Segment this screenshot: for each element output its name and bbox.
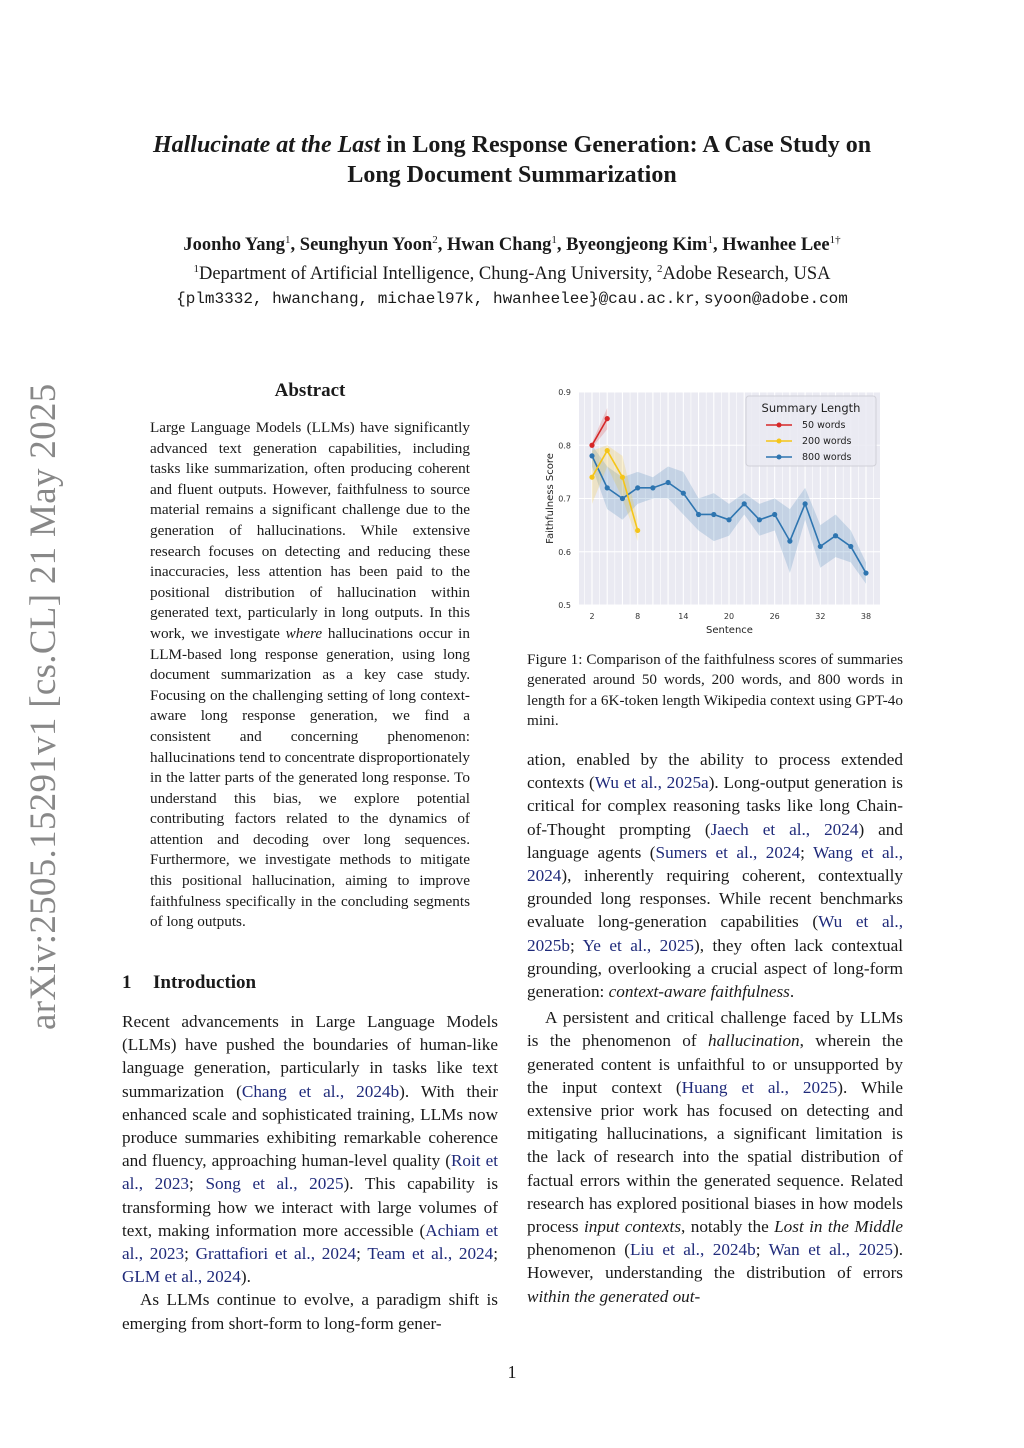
section-title: Introduction bbox=[153, 972, 257, 993]
legend-entry: 200 words bbox=[802, 436, 852, 447]
data-point bbox=[863, 570, 868, 575]
data-point bbox=[605, 416, 610, 421]
data-point bbox=[757, 517, 762, 522]
author-name: Seunghyun Yoon bbox=[299, 235, 433, 256]
y-axis-label: Faithfulness Score bbox=[545, 453, 556, 544]
intro-paragraph-2-start: As LLMs continue to evolve, a paradigm shift is emerging from short-form to long-form gener- bbox=[122, 1290, 498, 1333]
intro-paragraph-3: A persistent and critical challenge faced by LLMs is the phenomenon of hallucination, wherein the generated content is unfaithful to or unsupported by the input context (Huang et al., 2025). While extensive prior work has focused on detecting and mitigating hallucinations, a significant limitation is the lack of research into the spatial distribution of factual errors within the generated sequence. Related research has explored positional biases in how models process input contexts, notably the Lost in the Middle phenomenon (Liu et al., 2024b; Wan et al., 2025). However, understanding the distribution of errors within the generated out- bbox=[527, 1008, 904, 1306]
data-point bbox=[605, 448, 610, 453]
data-point bbox=[620, 496, 625, 501]
legend-title: Summary Length bbox=[761, 401, 861, 415]
citation-link[interactable]: Wan et al., 2025 bbox=[768, 1240, 893, 1260]
title-italic: Hallucinate at the Last bbox=[152, 132, 381, 158]
y-tick-label: 0.9 bbox=[558, 388, 571, 397]
intro-right-column bbox=[527, 748, 903, 1308]
data-point bbox=[833, 533, 838, 538]
abstract-heading: Abstract bbox=[274, 380, 346, 401]
data-point bbox=[787, 539, 792, 544]
data-point bbox=[605, 485, 610, 490]
data-point bbox=[635, 528, 640, 533]
email-group-cau[interactable]: {plm3332, hwanchang, michael97k, hwanheelee}@cau.ac.kr bbox=[176, 290, 695, 309]
x-tick-label: 32 bbox=[815, 612, 826, 621]
y-tick-label: 0.5 bbox=[558, 601, 571, 610]
author-names: Joonho Yang$^1$, Seunghyun Yoon$^2$, Hwan Chang$^1$, Byeongjeong Kim$^1$, Hwanhee Lee$^{1\dagger}$ bbox=[183, 234, 841, 256]
citation-link[interactable]: Jaech et al., 2024 bbox=[710, 819, 859, 839]
legend-entry: 50 words bbox=[802, 420, 846, 431]
abstract-text: Large Language Models (LLMs) have significantly advanced text generation capabilities, including tasks like summarization, often producing coherent and fluent outputs. However, faithfulness to source material remains a significant challenge due to the generation of hallucinations. While extensive research focuses on detecting and reducing these inaccuracies, less attention has been paid to the positional distribution of hallucination within generated text, particularly in long outputs. In this work, we investigate bbox=[150, 419, 470, 642]
x-tick-label: 38 bbox=[860, 612, 872, 621]
affiliation-2: Adobe Research, USA bbox=[662, 264, 831, 285]
x-tick-label: 8 bbox=[635, 612, 641, 621]
title-line1: in Long Response Generation: A Case Study on bbox=[380, 132, 872, 158]
citation-link[interactable]: Ye et al., 2025 bbox=[582, 935, 695, 955]
author-affiliation-mark: 1 bbox=[285, 234, 291, 246]
author-name: Hwan Chang bbox=[447, 235, 552, 256]
y-tick-label: 0.8 bbox=[558, 441, 571, 451]
citation-link[interactable]: Achiam et al., 2023 bbox=[122, 1220, 498, 1264]
x-tick-label: 2 bbox=[589, 612, 595, 621]
author-name: Joonho Yang bbox=[183, 235, 286, 256]
intro-paragraph-1: Recent advancements in Large Language Models (LLMs) have pushed the boundaries of human-like language generation, particularly in tasks like text summarization (Chang et al., 2024b). With their enhanced scale and sophisticated training, LLMs now produce summaries exhibiting remarkable coherence and fluency, approaching human-level quality (Roit et al., 2023; Song et al., 2025). This capability is transforming how we interact with large volumes of text, making information more accessible (Achiam et al., 2023; Grattafiori et al., 2024; Team et al., 2024; GLM et al., 2024). bbox=[122, 1012, 499, 1287]
abstract-emphasis: where bbox=[285, 624, 323, 642]
line-chart bbox=[520, 380, 890, 640]
author-affiliation-mark: 1† bbox=[829, 234, 841, 246]
legend-marker bbox=[777, 439, 782, 444]
data-point bbox=[818, 544, 823, 549]
author-name: Byeongjeong Kim bbox=[566, 235, 708, 256]
data-point bbox=[589, 475, 594, 480]
data-point bbox=[696, 512, 701, 517]
citation-link[interactable]: Team et al., 2024 bbox=[367, 1244, 494, 1264]
data-point bbox=[742, 501, 747, 506]
y-tick-label: 0.6 bbox=[558, 547, 571, 557]
affiliation-1: Department of Artificial Intelligence, Chung-Ang University, bbox=[198, 264, 658, 285]
data-point bbox=[803, 501, 808, 506]
data-point bbox=[726, 517, 731, 522]
paper-title bbox=[100, 130, 924, 190]
citation-link[interactable]: Wu et al., 2025a bbox=[594, 773, 709, 793]
abstract-body bbox=[150, 418, 470, 933]
section-heading-introduction bbox=[122, 972, 256, 994]
figure-1-caption: Figure 1: Comparison of the faithfulness scores of summaries generated around 50 words, 200 words, and 800 words in length for a 6K-token length Wikipedia context using GPT-4o mini. bbox=[527, 651, 903, 730]
citation-link[interactable]: Chang et al., 2024b bbox=[241, 1081, 400, 1101]
title-line2: Long Document Summarization bbox=[347, 162, 677, 188]
data-point bbox=[666, 480, 671, 485]
figure-1-chart bbox=[520, 380, 890, 640]
intro-paragraph-2-continued: ation, enabled by the ability to process extended contexts (Wu et al., 2025a). Long-output generation is critical for complex reasoning tasks like long Chain-of-Thought prompting (Jaech et al., 2024) and language agents (Sumers et al., 2024; Wang et al., 2024), inherently requiring coherent, contextually grounded long responses. While recent benchmarks evaluate long-generation capabilities (Wu et al., 2025b; Ye et al., 2025), they often lack contextual grounding, overlooking a crucial aspect of long-form generation: context-aware faithfulness. bbox=[527, 750, 904, 1002]
data-point bbox=[711, 512, 716, 517]
citation-link[interactable]: Song et al., 2025 bbox=[205, 1174, 344, 1194]
citation-link[interactable]: GLM et al., 2024 bbox=[122, 1267, 241, 1287]
citation-link[interactable]: Huang et al., 2025 bbox=[681, 1077, 838, 1097]
citation-link[interactable]: Liu et al., 2024b bbox=[630, 1240, 756, 1260]
citation-link[interactable]: Wang et al., 2024 bbox=[527, 842, 904, 886]
intro-left-column bbox=[122, 1010, 498, 1335]
citation-link[interactable]: Wu et al., 2025b bbox=[527, 912, 904, 955]
data-point bbox=[772, 512, 777, 517]
affiliation-mark: 1 bbox=[193, 263, 199, 276]
emails bbox=[100, 286, 924, 311]
legend-marker bbox=[777, 423, 782, 428]
data-point bbox=[589, 453, 594, 458]
section-number: 1 bbox=[122, 972, 132, 993]
author-block bbox=[100, 228, 924, 311]
x-axis-label: Sentence bbox=[706, 625, 753, 636]
legend-marker bbox=[777, 455, 782, 460]
affiliations bbox=[100, 257, 924, 286]
data-point bbox=[650, 485, 655, 490]
data-point bbox=[848, 544, 853, 549]
email-adobe[interactable]: syoon@adobe.com bbox=[703, 290, 848, 309]
arxiv-identifier-stamp: arXiv:2505.15291v1 [cs.CL] 21 May 2025 bbox=[23, 383, 64, 1030]
author-affiliation-mark: 1 bbox=[707, 234, 713, 246]
data-point bbox=[589, 443, 594, 448]
data-point bbox=[681, 491, 686, 496]
author-affiliation-mark: 1 bbox=[551, 234, 557, 246]
legend-entry: 800 words bbox=[802, 452, 852, 463]
x-tick-label: 20 bbox=[723, 612, 735, 621]
email-separator: , bbox=[694, 288, 704, 309]
data-point bbox=[635, 485, 640, 490]
citation-link[interactable]: Grattafiori et al., 2024 bbox=[195, 1244, 357, 1264]
abstract-text: hallucinations occur in LLM-based long response generation, using long document summarization as a key case study. Focusing on the challenging setting of long context-aware long response generation, we find a consistent and concerning phenomenon: hallucinations tend to concentrate disproportionately in the latter parts of the generated long response. To understand this bias, we explore potential contributing factors related to the dynamics of attention and decoding over long sequences. Furthermore, we investigate methods to mitigate this positional hallucination, aiming to improve faithfulness specifically in the concluding segments of long outputs. bbox=[150, 624, 470, 931]
data-point bbox=[620, 475, 625, 480]
affiliation-mark: 2 bbox=[657, 263, 663, 276]
page-number: 1 bbox=[507, 1362, 517, 1382]
citation-link[interactable]: Roit et al., 2023 bbox=[122, 1151, 499, 1194]
author-name: Hwanhee Lee bbox=[722, 235, 830, 256]
x-tick-label: 14 bbox=[678, 612, 689, 621]
y-tick-label: 0.7 bbox=[558, 494, 571, 504]
author-affiliation-mark: 2 bbox=[432, 234, 438, 246]
x-tick-label: 26 bbox=[769, 612, 780, 621]
citation-link[interactable]: Sumers et al., 2024 bbox=[655, 842, 801, 862]
